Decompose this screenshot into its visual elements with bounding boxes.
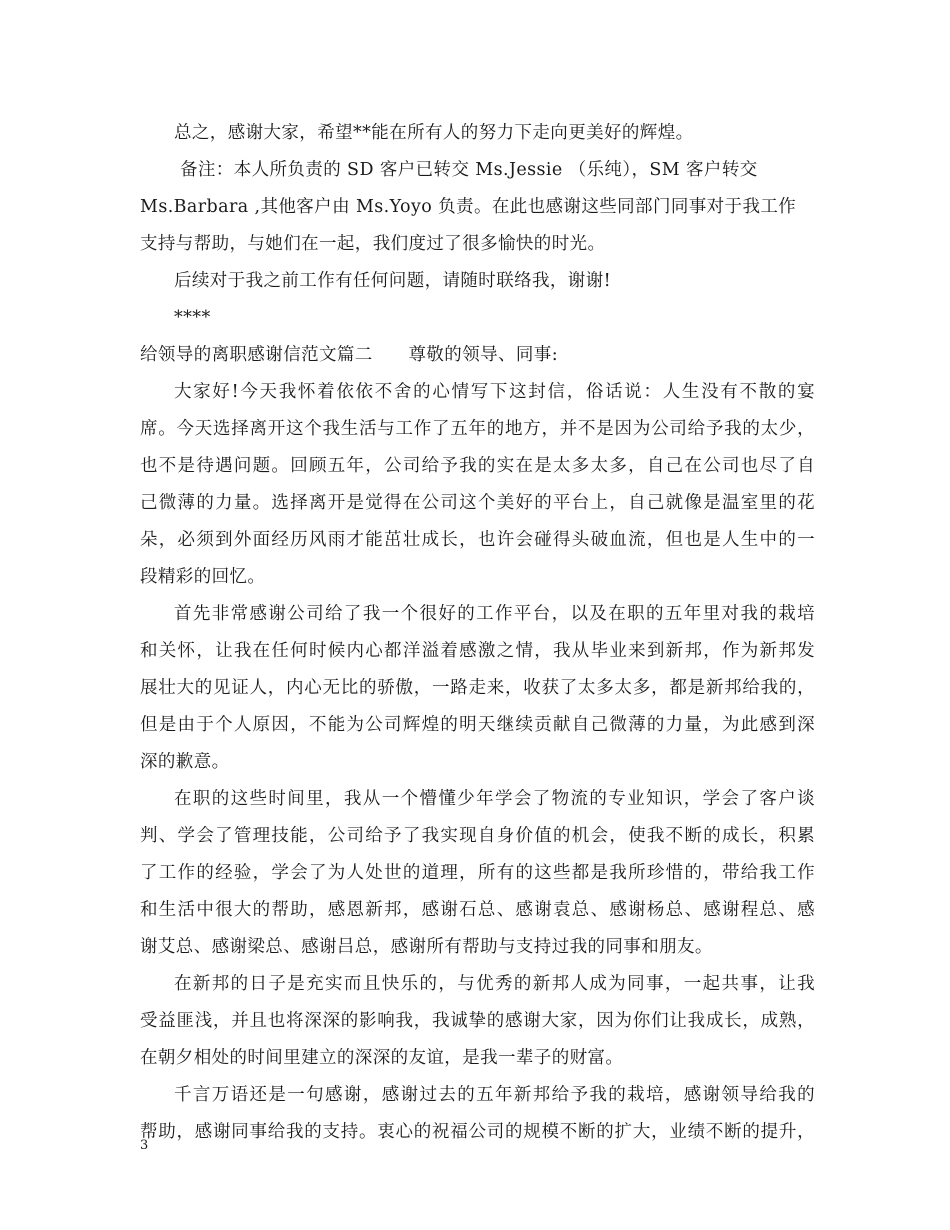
text-line: 深的歉意。	[140, 752, 230, 772]
text-line: ****	[174, 308, 211, 328]
text-line: 大家好!今天我怀着依依不舍的心情写下这封信，俗话说：人生没有不散的宴	[174, 382, 815, 402]
text-line: 千言万语还是一句感谢，感谢过去的五年新邦给予我的栽培，感谢领导给我的	[174, 1085, 815, 1105]
text-line: 支持与帮助，与她们在一起，我们度过了很多愉快的时光。	[140, 234, 606, 254]
text-line: Ms.Barbara ,其他客户由 Ms.Yoyo 负责。在此也感谢这些同部门同事对于我工作	[140, 197, 797, 217]
text-line: 但是由于个人原因，不能为公司辉煌的明天继续贡献自己微薄的力量，为此感到深	[140, 715, 815, 735]
text-line: 总之，感谢大家，希望**能在所有人的努力下走向更美好的辉煌。	[174, 123, 694, 143]
text-line: 也不是待遇问题。回顾五年，公司给予我的实在是太多太多，自己在公司也尽了自	[140, 456, 815, 476]
text-line: 段精彩的回忆。	[140, 567, 266, 587]
text-line: 朵，必须到外面经历风雨才能茁壮成长，也许会碰得头破血流，但也是人生中的一	[140, 530, 815, 550]
text-line: 后续对于我之前工作有任何问题，请随时联络我，谢谢!	[174, 271, 612, 291]
text-line: 和关怀，让我在任何时候内心都洋溢着感激之情，我从毕业来到新邦，作为新邦发	[140, 641, 815, 661]
text-line: 己微薄的力量。选择离开是觉得在公司这个美好的平台上，自己就像是温室里的花	[140, 493, 815, 513]
text-line: 在朝夕相处的时间里建立的深深的友谊，是我一辈子的财富。	[140, 1048, 624, 1068]
text-line: 和生活中很大的帮助，感恩新邦，感谢石总、感谢袁总、感谢杨总、感谢程总、感	[140, 900, 815, 920]
text-line: 展壮大的见证人，内心无比的骄傲，一路走来，收获了太多太多，都是新邦给我的，	[140, 678, 815, 698]
text-line: 在职的这些时间里，我从一个懵懂少年学会了物流的专业知识，学会了客户谈	[174, 789, 815, 809]
text-line: 给领导的离职感谢信范文篇二 尊敬的领导、同事:	[140, 345, 558, 365]
document-body	[140, 115, 815, 1151]
text-line: 了工作的经验，学会了为人处世的道理，所有的这些都是我所珍惜的，带给我工作	[140, 863, 815, 883]
text-line: 备注：本人所负责的 SD 客户已转交 Ms.Jessie （乐纯），SM 客户转交	[180, 160, 758, 180]
text-line: 在新邦的日子是充实而且快乐的，与优秀的新邦人成为同事，一起共事，让我	[174, 974, 815, 994]
text-line: 受益匪浅，并且也将深深的影响我，我诚挚的感谢大家，因为你们让我成长，成熟，	[140, 1011, 815, 1031]
text-line: 谢艾总、感谢梁总、感谢吕总，感谢所有帮助与支持过我的同事和朋友。	[140, 937, 713, 957]
text-line: 首先非常感谢公司给了我一个很好的工作平台，以及在职的五年里对我的栽培	[174, 604, 815, 624]
text-line: 帮助，感谢同事给我的支持。衷心的祝福公司的规模不断的扩大，业绩不断的提升，	[140, 1122, 815, 1142]
page-number: 3	[140, 1138, 149, 1153]
text-line: 判、学会了管理技能，公司给予了我实现自身价值的机会，使我不断的成长，积累	[140, 826, 815, 846]
text-line: 席。今天选择离开这个我生活与工作了五年的地方，并不是因为公司给予我的太少，	[140, 419, 815, 439]
